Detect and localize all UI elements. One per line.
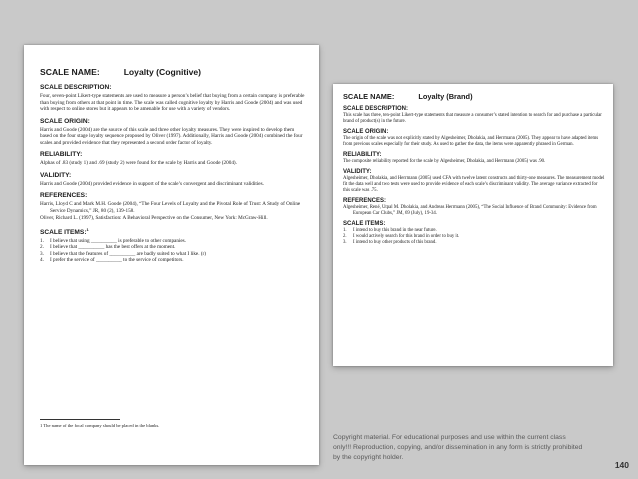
document-page-brand (333, 84, 613, 366)
scale-item (343, 240, 605, 246)
section-text-description: Four, seven-point Likert-type statements are used to measure a person’s belief that buying from a certain company is preferable than buying from others at that point in time. The scale was called cognitive loyalty by Harris and Goode (2004) and was used with respect to online stores but it appears to be amenable for use with a variety of vendors. (40, 93, 305, 112)
item-text: I believe that using __________ is preferable to other companies. (50, 237, 186, 244)
scale-items-list (343, 228, 605, 246)
document-page-cognitive (24, 45, 319, 465)
section-heading-references: REFERENCES: (40, 192, 88, 199)
items-heading-label: SCALE ITEMS: (40, 228, 87, 236)
item-number: 3. (343, 240, 347, 246)
section-heading-description: SCALE DESCRIPTION: (343, 106, 409, 112)
scale-title (40, 67, 305, 77)
section-heading-description: SCALE DESCRIPTION: (40, 84, 112, 91)
section-heading-reliability: RELIABILITY: (40, 151, 83, 158)
footnote-divider (40, 419, 120, 420)
scale-item (40, 257, 305, 264)
section-text-reliability: Alphas of .83 (study 1) and .69 (study 2) were found for the scale by Harris and Goode (2004). (40, 160, 237, 166)
slide-page-number: 140 (614, 460, 629, 470)
item-text: I would actively search for this brand in order to buy it. (353, 234, 460, 240)
section-text-origin: The origin of the scale was not explicitly stated by Algesheimer, Dholakia, and Herrmann (2005). They appear to have adapted items from previous scales especially for their study. As used to gather the data, the items were apparently phrased in German. (343, 136, 599, 147)
item-number: 2. (40, 244, 44, 251)
section-text-validity: Harris and Goode (2004) provided evidence in support of the scale’s convergent and discriminant validities. (40, 180, 264, 187)
reference-item: Oliver, Richard L. (1997), Satisfaction: A Behavioral Perspective on the Consumer, New York: McGraw-Hill. (40, 215, 268, 221)
reference-item: Algesheimer, René, Utpal M. Dholakia, and Andreas Herrmann (2005), “The Social Influence of Brand Community: Evidence from European Car Clubs,” JM, 69 (July), 19-34. (343, 205, 597, 216)
section-text-validity: Algesheimer, Dholakia, and Herrmann (2005) used CFA with twelve latent constructs and thirty-one measures. The measurement model fit the data well and two tests were used to provide evidence of each scale’s discriminant validity. The average variance extracted for this scale was .75. (343, 176, 605, 193)
item-text: I prefer the service of __________ to the service of competitors. (50, 257, 184, 264)
item-text: I intend to buy other products of this brand. (353, 240, 437, 246)
item-text: I believe that the features of __________ are badly suited to what I like. (r) (50, 250, 207, 257)
scale-title (343, 92, 605, 101)
item-text: I believe that __________ has the best offers at the moment. (50, 244, 176, 251)
section-heading-validity: VALIDITY: (343, 169, 372, 175)
section-text-origin: Harris and Goode (2004) are the source of this scale and three other loyalty measures. They were inspired to develop them based on the four stage loyalty sequence proposed by Oliver (1997). Additionally, Harris and Goode (2004) combined the four scales and provided evidence that they represented a second order factor of loyalty. (40, 126, 303, 146)
footnote: 1 The name of the focal company should be placed in the blanks. (40, 423, 160, 428)
item-number: 2. (343, 234, 347, 240)
scale-name-value: Loyalty (Brand) (418, 92, 473, 101)
reference-item: Harris, Lloyd C and Mark M.H. Goode (2004), “The Four Levels of Loyalty and the Pivotal Role of Trust: A Study of Online Service Dynamics,” JR, 80 (2), 139-158. (40, 201, 301, 214)
item-number: 3. (40, 250, 44, 257)
section-heading-references: REFERENCES: (343, 198, 387, 204)
footnote-marker: 1 (86, 226, 89, 232)
section-heading-items: SCALE ITEMS: (343, 221, 386, 227)
item-number: 4. (40, 257, 44, 264)
section-heading-origin: SCALE ORIGIN: (343, 129, 389, 135)
section-text-reliability: The composite reliability reported for the scale by Algesheimer, Dholakia, and Herrmann (2005) was .90. (343, 159, 546, 164)
copyright-notice: Copyright material. For educational purposes and use within the current class only!!! Reproduction, copying, and/or dissemination in any form is strictly prohibited by the copyright holder. (333, 434, 583, 461)
item-number: 1. (343, 228, 347, 233)
scale-name-label: SCALE NAME: (40, 67, 100, 77)
scale-items-list (40, 238, 305, 264)
section-heading-origin: SCALE ORIGIN: (40, 117, 90, 125)
item-number: 1. (40, 237, 44, 244)
section-heading-validity: VALIDITY: (40, 171, 72, 179)
section-text-description: This scale has three, ten-point Likert-type statements that measure a consumer’s stated intention to search for and purchase a particular brand of product(s) in the future. (343, 113, 602, 124)
section-heading-items (40, 227, 305, 236)
section-heading-reliability: RELIABILITY: (343, 152, 382, 158)
item-text: I intend to buy this brand in the near future. (353, 228, 437, 233)
scale-item (40, 244, 305, 251)
scale-name-label: SCALE NAME: (343, 92, 395, 101)
scale-name-value: Loyalty (Cognitive) (123, 67, 202, 77)
